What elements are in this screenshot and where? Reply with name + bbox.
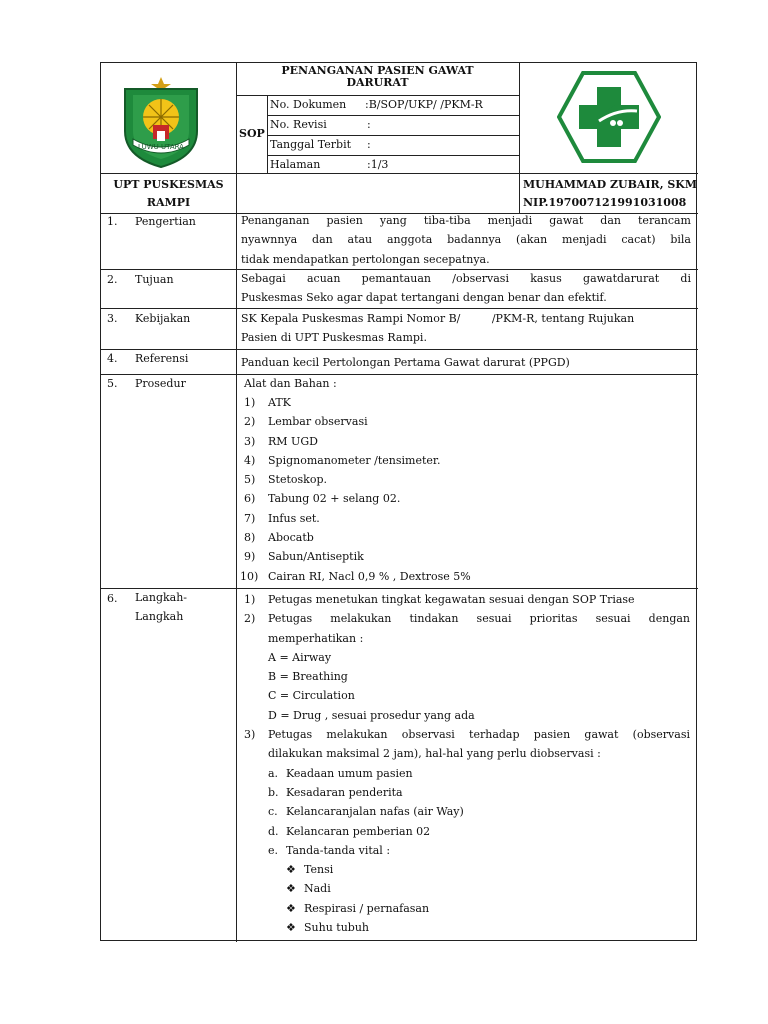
vital-signs-list — [286, 860, 690, 937]
header-line — [101, 173, 698, 174]
list-item: ❖ Suhu tubuh — [286, 918, 690, 937]
section-number: 3. — [107, 312, 118, 325]
list-item: 1) ATK — [244, 396, 291, 409]
document-title: PENANGANAN PASIEN GAWAT DARURAT — [281, 64, 474, 89]
list-item: 2) Lembar observasi — [244, 415, 368, 429]
abcd-item: C = Circulation — [268, 689, 355, 703]
tujuan-text: Sebagai acuan pemantauan /observasi kasus gawatdarurat di Puskesmas Seko agar dapat tertangani dengan benar dan efektif. — [241, 272, 691, 305]
section-number: 2. — [107, 273, 118, 286]
sop-divider — [267, 95, 268, 173]
prosedur-heading: Alat dan Bahan : — [244, 377, 337, 390]
abcd-item: B = Breathing — [268, 670, 348, 684]
meta-label-halaman: Halaman — [270, 158, 321, 171]
luwu-utara-emblem — [119, 75, 203, 171]
diamond-bullet-icon: ❖ — [286, 921, 296, 935]
abcd-item: D = Drug , sesuai prosedur yang ada — [268, 708, 475, 722]
list-item: a. Keadaan umum pasien — [268, 766, 413, 780]
meta-line — [267, 135, 519, 136]
list-item: c. Kelancaranjalan nafas (air Way) — [268, 805, 464, 819]
list-item: 6) Tabung 02 + selang 02. — [244, 492, 401, 506]
row-line — [101, 349, 698, 350]
list-item: 9) Sabun/Antiseptik — [244, 550, 364, 564]
section-label-referensi: Referensi — [135, 352, 189, 365]
meta-label-no-revisi: No. Revisi — [270, 118, 327, 131]
sop-label: SOP — [239, 127, 265, 140]
list-item: 7) Infus set. — [244, 511, 320, 525]
diamond-bullet-icon: ❖ — [286, 863, 296, 877]
list-item: 10) Cairan RI, Nacl 0,9 % , Dextrose 5% — [240, 569, 471, 583]
step-1: 1) Petugas menetukan tingkat kegawatan sesuai dengan SOP Triase — [244, 593, 635, 606]
section-number: 5. — [107, 377, 118, 390]
section-label-kebijakan: Kebijakan — [135, 312, 191, 325]
column-divider — [236, 63, 237, 942]
meta-value-no-dokumen: :B/SOP/UKP/ /PKM-R — [365, 98, 483, 111]
org-name-line1: UPT PUSKESMAS — [113, 178, 224, 191]
kebijakan-text: SK Kepala Puskesmas Rampi Nomor B/ /PKM-R, tentang Rujukan Pasien di UPT Puskesmas Rampi. — [241, 312, 635, 345]
section-number: 1. — [107, 215, 118, 228]
diamond-bullet-icon: ❖ — [286, 882, 296, 896]
signer-name: MUHAMMAD ZUBAIR, SKM — [523, 178, 698, 191]
step-2: 2) Petugas melakukan tindakan sesuai prioritas sesuai dengan memperhatikan : A = Airway B = Breathing C = Circulation D = Drug , sesuai prosedur yang ada — [244, 609, 690, 725]
list-item: b. Kesadaran penderita — [268, 785, 403, 799]
right-column-divider — [519, 63, 520, 213]
regency-shield-icon — [119, 75, 203, 171]
section-label-tujuan: Tujuan — [135, 273, 174, 286]
list-item: 8) Abocatb — [244, 531, 314, 545]
section-label-pengertian: Pengertian — [135, 215, 196, 228]
step-3: 3) Petugas melakukan observasi terhadap pasien gawat (observasi dilakukan maksimal 2 jam), hal-hal yang perlu diobservasi : a. Keadaan umum pasien b. Kesadaran penderita c. Kelancaranjalan nafas (air Way) d. Kelancaran pemberian 02 e. Tanda-tanda vital : ❖ Tensi ❖ Nadi ❖ Respirasi / pernafasan ❖ Suhu tubuh — [244, 725, 690, 937]
diamond-bullet-icon: ❖ — [286, 901, 296, 915]
meta-line — [267, 115, 519, 116]
meta-label-tanggal-terbit: Tanggal Terbit — [270, 138, 352, 151]
meta-label-no-dokumen: No. Dokumen — [270, 98, 347, 111]
meta-value-no-revisi: : — [367, 118, 371, 131]
langkah-steps — [244, 590, 690, 937]
svg-text:LUWU UTARA: LUWU UTARA — [138, 143, 184, 151]
abcd-item: A = Airway — [268, 650, 332, 664]
meta-value-halaman: :1/3 — [367, 158, 389, 171]
alat-bahan-list — [240, 393, 684, 586]
puskesmas-cross-icon — [557, 71, 661, 163]
org-name-line2: RAMPI — [146, 196, 191, 209]
list-item: 4) Spignomanometer /tensimeter. — [244, 453, 441, 467]
sop-document-table — [100, 62, 697, 941]
meta-line — [267, 155, 519, 156]
list-item: 5) Stetoskop. — [244, 473, 327, 487]
pengertian-text: Penanganan pasien yang tiba-tiba menjadi gawat dan terancam nyawnnya dan atau anggota badannya (akan menjadi cacat) bila tidak mendapatkan pertolongan secepatnya. — [241, 214, 691, 266]
list-item: ❖ Nadi — [286, 879, 690, 898]
referensi-text: Panduan kecil Pertolongan Pertama Gawat darurat (PPGD) — [241, 356, 570, 369]
puskesmas-logo — [557, 71, 661, 163]
title-bottom-line — [236, 95, 519, 96]
section-number: 6. — [107, 592, 118, 605]
list-item: ❖ Tensi — [286, 860, 690, 879]
list-item: ❖ Respirasi / pernafasan — [286, 899, 690, 918]
meta-value-tanggal-terbit: : — [367, 138, 371, 151]
section-label-langkah: Langkah- Langkah — [135, 591, 188, 624]
signer-nip: NIP.197007121991031008 — [523, 196, 687, 209]
observation-list — [268, 764, 690, 860]
list-item: d. Kelancaran pemberian 02 — [268, 824, 431, 838]
section-number: 4. — [107, 352, 118, 365]
row-line — [101, 588, 698, 589]
list-item: 3) RM UGD — [244, 434, 318, 448]
section-label-prosedur: Prosedur — [135, 377, 186, 390]
list-item: e. Tanda-tanda vital : — [268, 843, 391, 857]
